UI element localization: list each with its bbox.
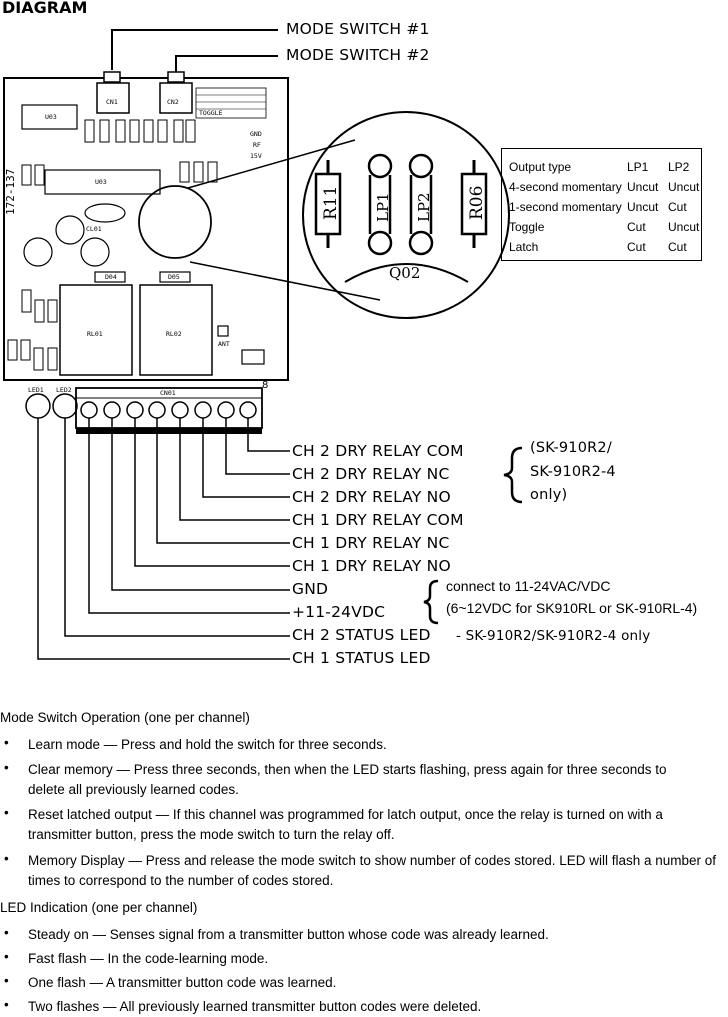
terminal-leaders xyxy=(38,418,290,659)
power-note-line2: (6~12VDC for SK910RL or SK-910RL-4) xyxy=(446,600,698,616)
bullet-icon: • xyxy=(4,760,9,775)
relay-model-note-line1: (SK-910R2/ xyxy=(530,440,612,456)
bullet-icon: • xyxy=(4,735,9,750)
relay-model-note-line2: SK-910R2-4 xyxy=(530,464,616,480)
mode-switch-heading: Mode Switch Operation (one per channel) xyxy=(0,710,250,725)
table-cell: Cut xyxy=(627,220,646,234)
board-label-vcc: 15V xyxy=(250,152,262,160)
table-row xyxy=(509,217,699,237)
board-label-led2: LED2 xyxy=(56,386,72,394)
list-item-text: One flash — A transmitter button code was learned. xyxy=(28,975,337,990)
table-cell: Toggle xyxy=(509,220,545,234)
header-output-type: Output type xyxy=(509,160,572,174)
table-cell: 1-second momentary xyxy=(509,200,622,214)
power-note-line1: connect to 11-24VAC/VDC xyxy=(446,578,611,594)
table-cell: Cut xyxy=(668,240,687,254)
list-item-text: Memory Display — Press and release the mode switch to show number of codes stored. LED will flash a number of times to correspond to the number of codes stored. xyxy=(28,853,717,888)
board-label-rf: RF xyxy=(253,141,261,149)
board-label-d04: D04 xyxy=(105,273,117,281)
board-label-ant: ANT xyxy=(218,340,230,348)
ch2-led-model-note: - SK-910R2/SK-910R2-4 only xyxy=(456,628,651,644)
bullet-icon: • xyxy=(4,925,9,940)
table-cell: Latch xyxy=(509,240,539,254)
table-cell: Uncut xyxy=(627,200,659,214)
table-cell: Cut xyxy=(668,200,687,214)
list-item-text: Fast flash — In the code-learning mode. xyxy=(28,951,269,966)
board-label-u03-top: U03 xyxy=(45,113,57,121)
terminal-label-ch1-com: CH 1 DRY RELAY COM xyxy=(292,511,464,529)
board-label-gnd: GND xyxy=(250,130,262,138)
terminal-label-ch2-com: CH 2 DRY RELAY COM xyxy=(292,442,464,460)
bullet-icon: • xyxy=(4,949,9,964)
mode-switch-2-label: MODE SWITCH #2 xyxy=(286,46,430,64)
board-label-cn1: CN1 xyxy=(106,98,118,106)
table-cell: Cut xyxy=(627,240,646,254)
terminal-label-ch1-no: CH 1 DRY RELAY NO xyxy=(292,557,451,575)
board-part-number: 172-137 xyxy=(4,168,17,215)
list-item-text: Steady on — Senses signal from a transmitter button whose code was already learned. xyxy=(28,927,549,942)
terminal-label-ch2-led: CH 2 STATUS LED xyxy=(292,626,431,644)
terminal-label-ch2-nc: CH 2 DRY RELAY NC xyxy=(292,465,450,483)
diagram-title: DIAGRAM xyxy=(2,0,88,17)
terminal-label-power: +11-24VDC xyxy=(292,603,386,621)
bullet-icon: • xyxy=(4,805,9,820)
table-row xyxy=(509,197,699,217)
list-item-text: Learn mode — Press and hold the switch for three seconds. xyxy=(28,737,387,752)
board-label-cn01: CN01 xyxy=(160,389,176,397)
led-indication-heading: LED Indication (one per channel) xyxy=(0,900,198,915)
list-item-text: Two flashes — All previously learned transmitter button codes were deleted. xyxy=(28,999,482,1014)
header-lp2: LP2 xyxy=(668,160,690,174)
zoom-label-r06: R06 xyxy=(467,185,487,220)
board-label-led1: LED1 xyxy=(28,386,44,394)
zoom-label-r11: R11 xyxy=(321,185,341,220)
table-cell: Uncut xyxy=(627,180,659,194)
table-cell: 4-second momentary xyxy=(509,180,622,194)
table-cell: Uncut xyxy=(668,180,700,194)
list-item-text: Reset latched output — If this channel was programmed for latch output, once the relay is turned on with a transmitter button, press the mode switch to turn the relay off. xyxy=(28,807,663,842)
terminal-label-ch2-no: CH 2 DRY RELAY NO xyxy=(292,488,451,506)
board-label-rl02: RL02 xyxy=(166,330,182,338)
relay-model-note-line3: only) xyxy=(530,487,568,503)
table-row xyxy=(509,177,699,197)
zoom-callout xyxy=(188,112,509,318)
header-lp1: LP1 xyxy=(627,160,649,174)
terminal-label-ch1-nc: CH 1 DRY RELAY NC xyxy=(292,534,450,552)
mode-switch-leaders xyxy=(112,30,278,75)
board-label-u03-mid: U03 xyxy=(95,178,107,186)
terminal-screws xyxy=(81,402,256,418)
bullet-icon: • xyxy=(4,851,9,866)
board-label-cn2: CN2 xyxy=(167,98,179,106)
zoom-label-lp2: LP2 xyxy=(415,192,433,222)
board-label-rl01: RL01 xyxy=(87,330,103,338)
table-header-row xyxy=(509,157,699,177)
zoom-label-q02: Q02 xyxy=(389,264,421,282)
zoom-label-lp1: LP1 xyxy=(374,192,392,222)
table-cell: Uncut xyxy=(668,220,700,234)
terminal-label-ch1-led: CH 1 STATUS LED xyxy=(292,649,431,667)
list-item-text: Clear memory — Press three seconds, then when the LED starts flashing, press again for three seconds to delete all previously learned codes. xyxy=(28,762,667,797)
bullet-icon: • xyxy=(4,997,9,1012)
mode-switch-1-label: MODE SWITCH #1 xyxy=(286,20,430,38)
pcb-board xyxy=(4,72,288,434)
board-label-cl01: CL01 xyxy=(86,225,102,233)
board-label-d05: D05 xyxy=(168,273,180,281)
board-label-pin-8: 8 xyxy=(262,380,269,391)
terminal-label-gnd: GND xyxy=(292,580,329,598)
table-row xyxy=(509,237,699,257)
board-label-toggle: TOGGLE xyxy=(199,109,223,117)
bullet-icon: • xyxy=(4,973,9,988)
jumper-output-table xyxy=(501,148,702,261)
